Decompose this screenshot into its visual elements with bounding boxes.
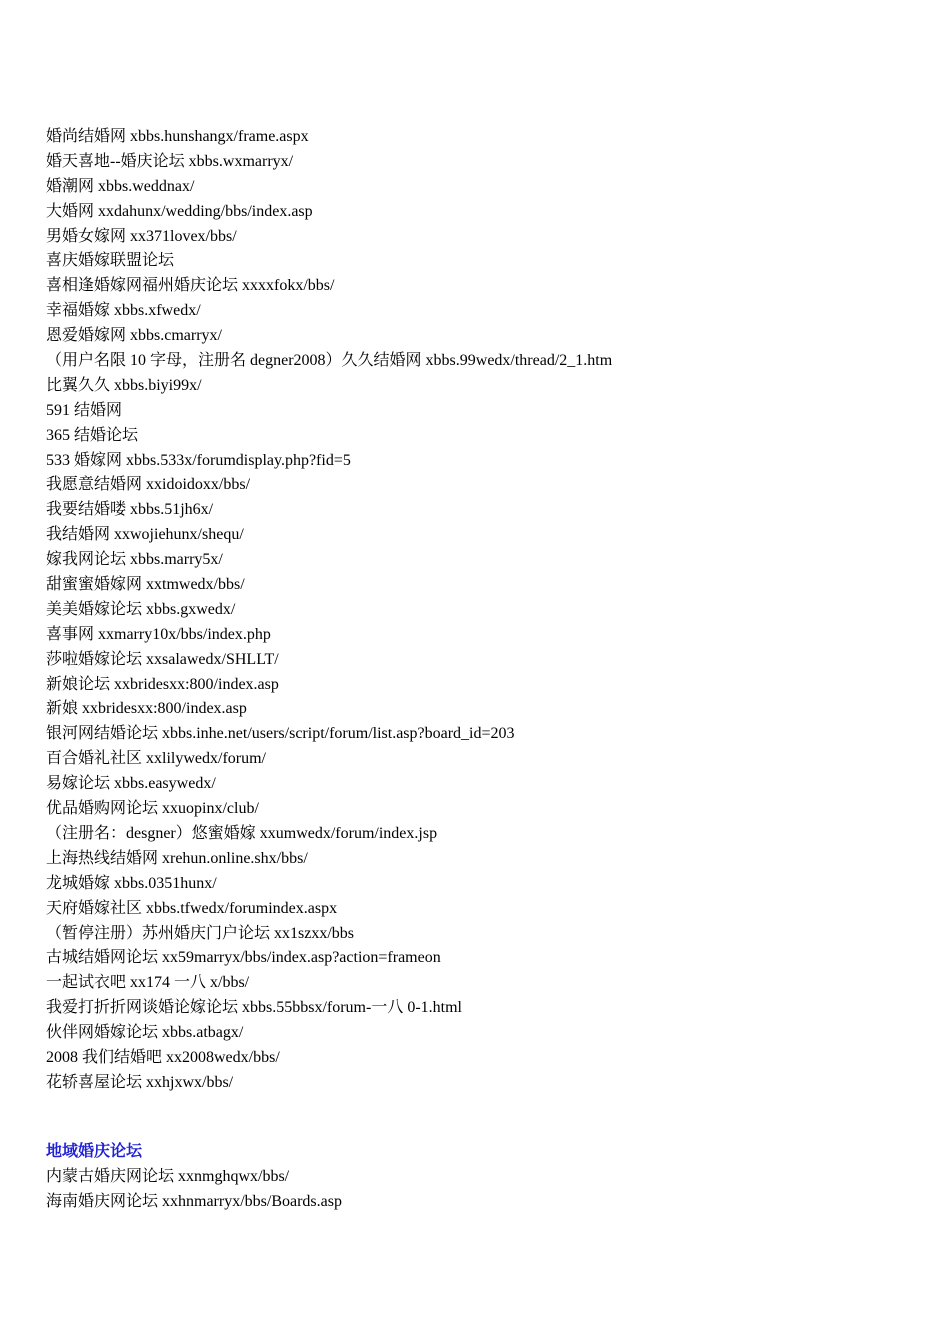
forum-link-line: 古城结婚网论坛 xx59marryx/bbs/index.asp?action=frameon	[46, 949, 441, 967]
forum-link-line: 婚尚结婚网 xbbs.hunshangx/frame.aspx	[46, 128, 309, 145]
forum-link-line: 一起试衣吧 xx174 一八 x/bbs/	[46, 974, 250, 992]
forum-link-line: 海南婚庆网论坛 xxhnmarryx/bbs/Boards.asp	[46, 1192, 342, 1210]
document-page	[46, 125, 906, 1214]
forum-link-line: 龙城婚嫁 xbbs.0351hunx/	[46, 874, 217, 892]
forum-link-list	[46, 125, 906, 1096]
forum-link-line: 新娘 xxbridesxx:800/index.asp	[46, 700, 247, 718]
forum-link-line: 我结婚网 xxwojiehunx/shequ/	[46, 526, 244, 544]
forum-link-line: 花轿喜屋论坛 xxhjxwx/bbs/	[46, 1073, 234, 1091]
forum-link-line: 我爱打折折网谈婚论嫁论坛 xbbs.55bbsx/forum-一八 0-1.html	[46, 999, 462, 1017]
forum-link-line: 喜相逢婚嫁网福州婚庆论坛 xxxxfokx/bbs/	[46, 277, 335, 295]
forum-link-line: （注册名：desgner）悠蜜婚嫁 xxumwedx/forum/index.jsp	[46, 824, 438, 842]
forum-link-line: 比翼久久 xbbs.biyi99x/	[46, 376, 202, 394]
forum-link-line: 上海热线结婚网 xrehun.online.shx/bbs/	[46, 849, 308, 867]
section-heading-regional-forums: 地域婚庆论坛	[46, 1142, 143, 1160]
forum-link-line: 大婚网 xxdahunx/wedding/bbs/index.asp	[46, 202, 313, 220]
forum-link-line: 533 婚嫁网 xbbs.533x/forumdisplay.php?fid=5	[46, 451, 351, 469]
forum-link-line: 莎啦婚嫁论坛 xxsalawedx/SHLLT/	[46, 650, 279, 668]
forum-link-line: 365 结婚论坛	[46, 426, 139, 444]
forum-link-line: 幸福婚嫁 xbbs.xfwedx/	[46, 302, 201, 320]
forum-link-line: 嫁我网论坛 xbbs.marry5x/	[46, 551, 223, 569]
forum-link-line: 婚潮网 xbbs.weddnax/	[46, 177, 195, 195]
forum-link-line: 伙伴网婚嫁论坛 xbbs.atbagx/	[46, 1024, 244, 1042]
forum-link-line: 我要结婚喽 xbbs.51jh6x/	[46, 501, 214, 519]
forum-link-line: 易嫁论坛 xbbs.easywedx/	[46, 775, 216, 793]
forum-link-line: 2008 我们结婚吧 xx2008wedx/bbs/	[46, 1048, 280, 1066]
forum-link-line: 喜事网 xxmarry10x/bbs/index.php	[46, 625, 271, 643]
forum-link-line: 新娘论坛 xxbridesxx:800/index.asp	[46, 675, 279, 693]
forum-link-line: 喜庆婚嫁联盟论坛	[46, 252, 175, 270]
section-spacer	[46, 1096, 906, 1140]
forum-link-line: 美美婚嫁论坛 xbbs.gxwedx/	[46, 600, 236, 618]
forum-link-line: 天府婚嫁社区 xbbs.tfwedx/forumindex.aspx	[46, 899, 338, 917]
forum-link-line: 恩爱婚嫁网 xbbs.cmarryx/	[46, 327, 222, 345]
forum-link-line: 银河网结婚论坛 xbbs.inhe.net/users/script/forum/list.asp?board_id=203	[46, 725, 515, 743]
forum-link-line: 优品婚购网论坛 xxuopinx/club/	[46, 800, 259, 818]
regional-forum-list	[46, 1165, 906, 1215]
forum-link-line: 男婚女嫁网 xx371lovex/bbs/	[46, 227, 237, 245]
forum-link-line: （用户名限 10 字母，注册名 degner2008）久久结婚网 xbbs.99wedx/thread/2_1.htm	[46, 352, 613, 370]
forum-link-line: 百合婚礼社区 xxlilywedx/forum/	[46, 750, 266, 768]
forum-link-line: 婚天喜地--婚庆论坛 xbbs.wxmarryx/	[46, 152, 294, 170]
forum-link-line: 甜蜜蜜婚嫁网 xxtmwedx/bbs/	[46, 576, 245, 594]
forum-link-line: 内蒙古婚庆网论坛 xxnmghqwx/bbs/	[46, 1167, 290, 1185]
forum-link-line: （暂停注册）苏州婚庆门户论坛 xx1szxx/bbs	[46, 924, 355, 942]
forum-link-line: 我愿意结婚网 xxidoidoxx/bbs/	[46, 476, 251, 494]
forum-link-line: 591 结婚网	[46, 401, 123, 419]
